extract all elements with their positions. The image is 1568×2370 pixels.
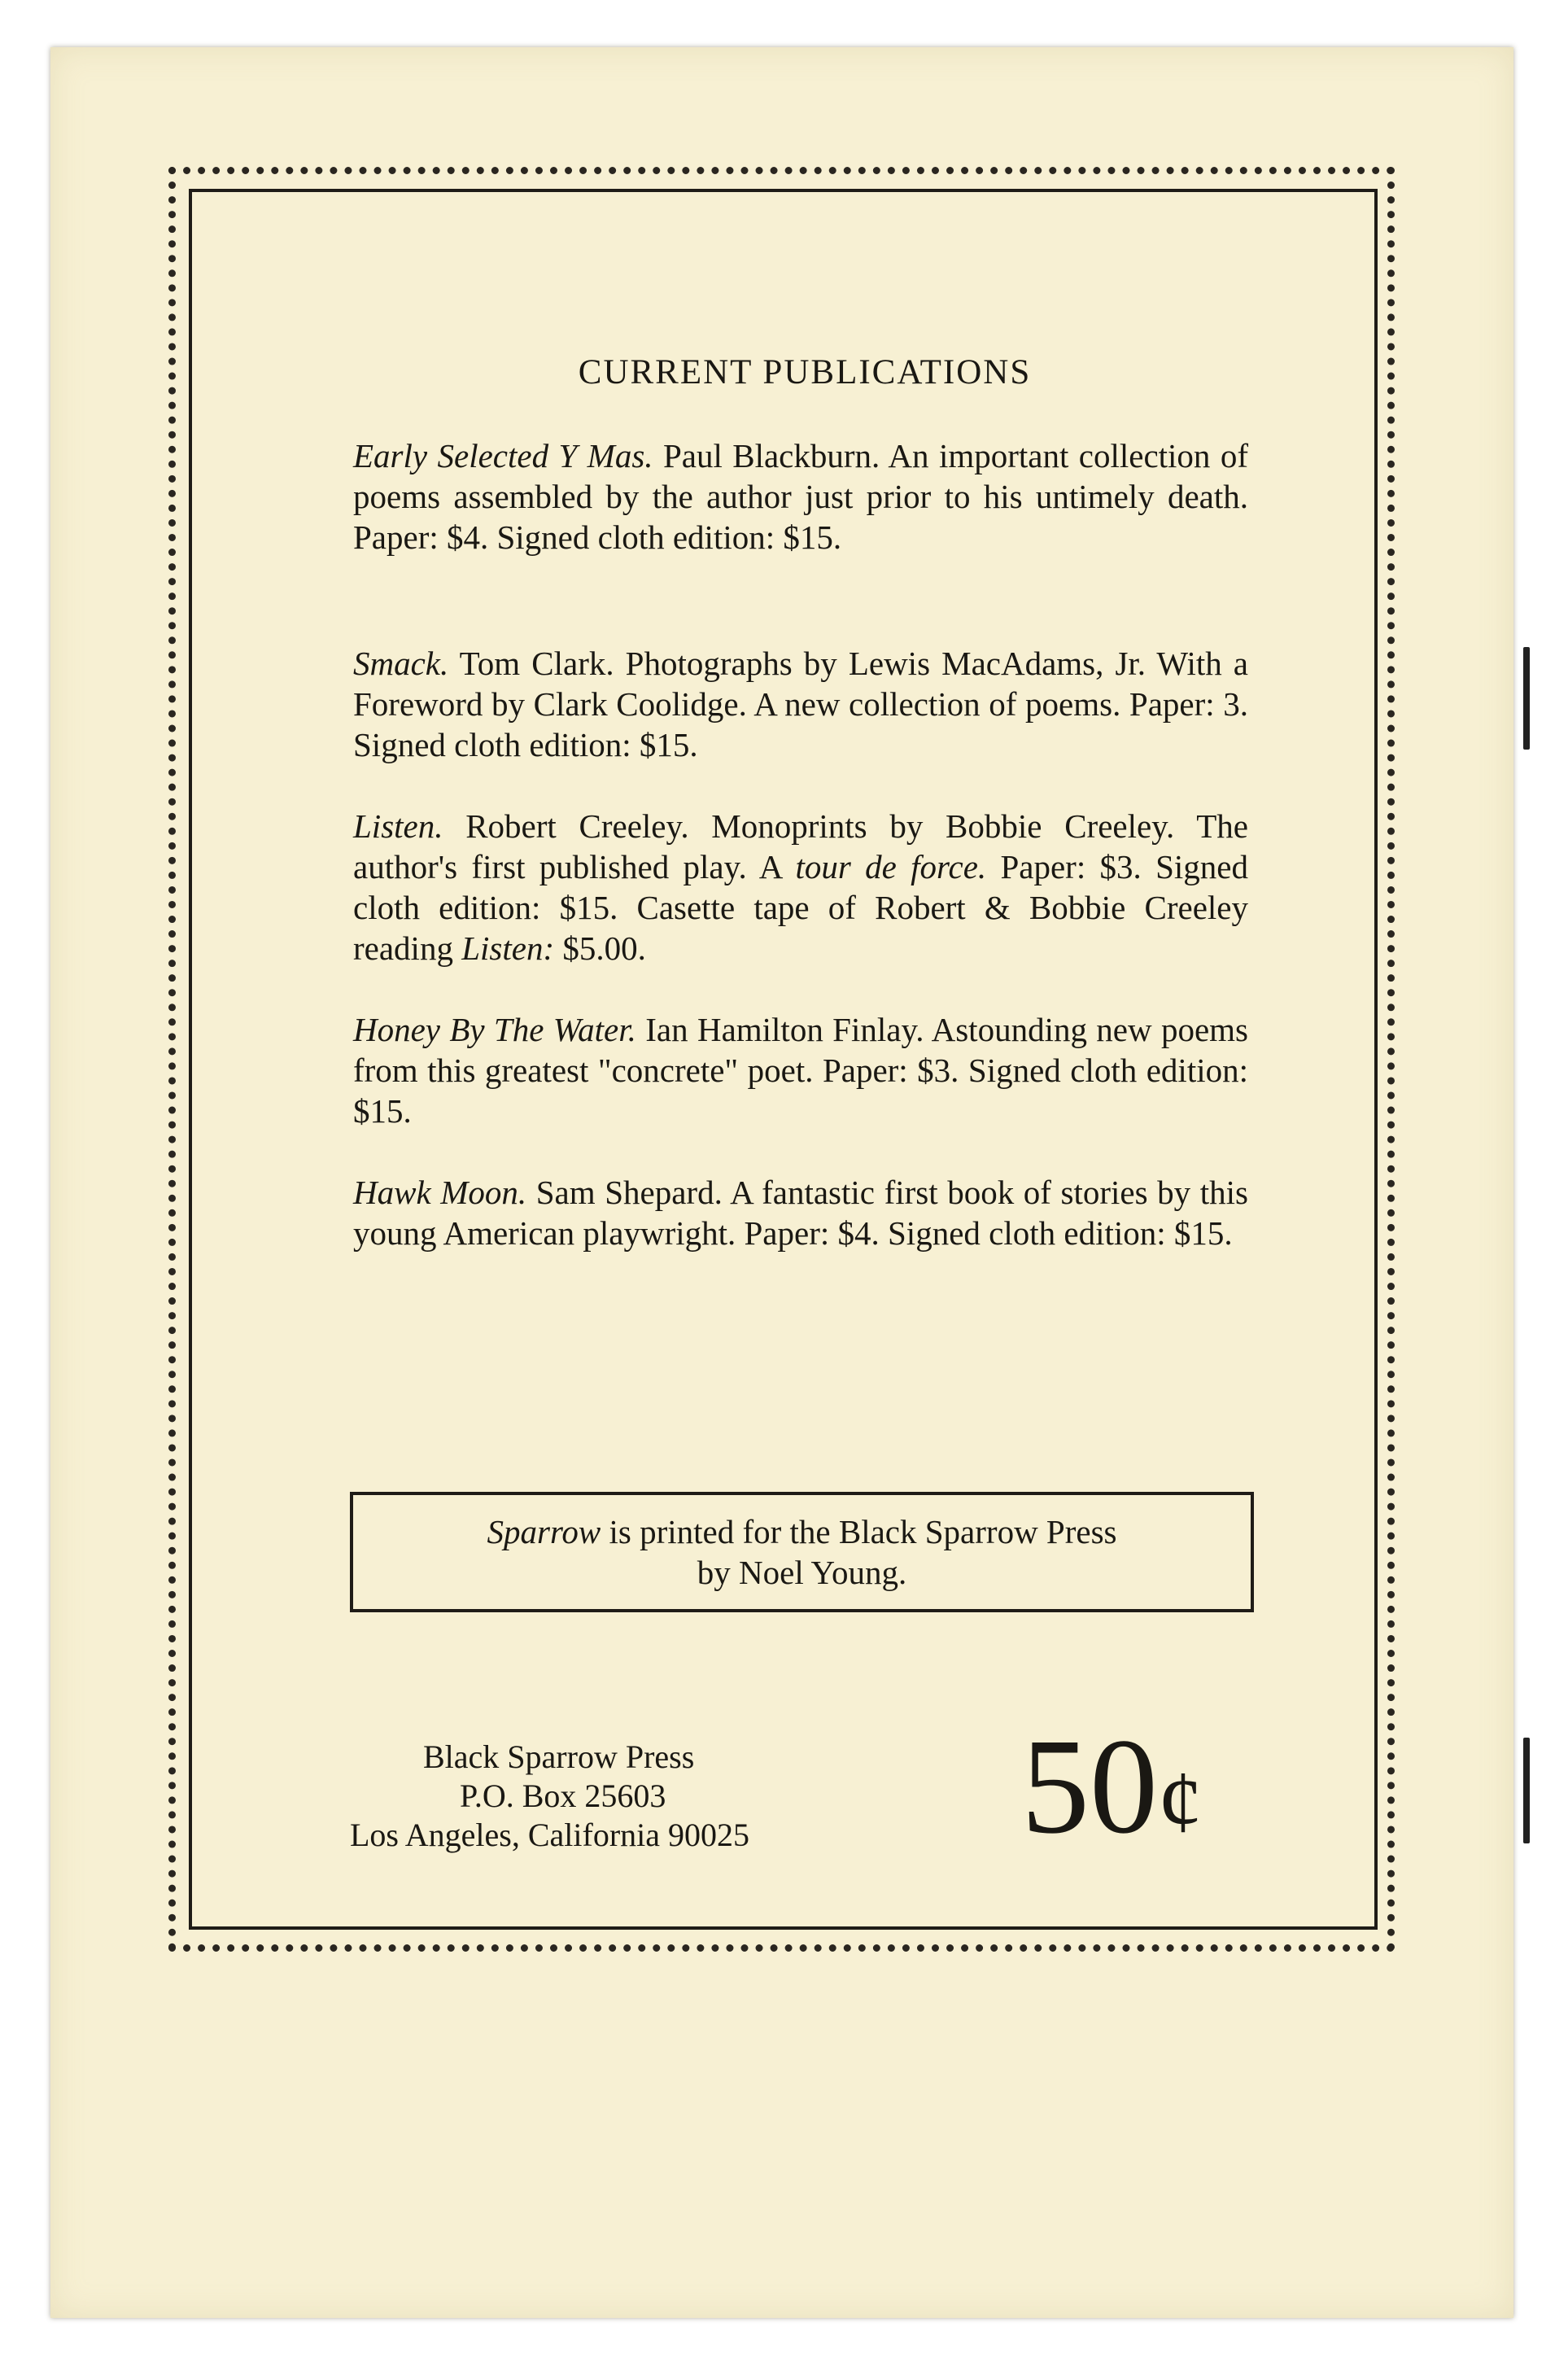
publication-description: Tom Clark. Photographs by Lewis MacAdams, Jr. With a Foreword by Clark Coolidge. A new collection of poems. Paper: 3. Signed cloth edition: $15. xyxy=(353,645,1248,763)
binding-tab-lower xyxy=(1523,1738,1530,1843)
address-line: P.O. Box 25603 xyxy=(460,1778,666,1814)
publication-entry xyxy=(353,1009,1248,1131)
printer-credit-line xyxy=(353,1511,1251,1552)
binding-tab-upper xyxy=(1523,647,1530,750)
publication-entry xyxy=(353,435,1248,558)
address-line: Los Angeles, California 90025 xyxy=(350,1817,750,1853)
price-label xyxy=(1021,1711,1282,1862)
publication-title: Early Selected Y Mas. xyxy=(353,437,653,474)
publication-description: Ian Hamilton Finlay. Astounding new poems from this greatest "concrete" poet. Paper: $3. Signed cloth edition: $15. xyxy=(353,1011,1249,1130)
publication-description: Sam Shepard. A fantastic first book of stories by this young American playwright. Paper: $4. Signed cloth edition: $15. xyxy=(353,1174,1248,1252)
publication-emphasis: Listen: xyxy=(461,929,555,967)
publication-emphasis: tour de force. xyxy=(795,848,987,885)
price-amount: 50 xyxy=(1021,1711,1158,1862)
publication-entry xyxy=(353,643,1248,765)
printer-credit-line: by Noel Young. xyxy=(697,1554,907,1591)
publication-description: Robert Creeley. Monoprints by Bobbie Creeley. The author's first published play. A xyxy=(353,807,1248,885)
publication-entry xyxy=(353,806,1248,969)
publication-title: Honey By The Water. xyxy=(353,1011,636,1048)
publication-description: $5.00. xyxy=(554,929,646,967)
magazine-name: Sparrow xyxy=(487,1513,601,1550)
credit-text: is printed for the Black Sparrow Press xyxy=(601,1513,1117,1550)
publication-description: Paul Blackburn. An important collection of poems assembled by the author just prior to his untimely death. Paper: $4. Signed cloth edition: $15. xyxy=(353,437,1248,556)
address-line: Black Sparrow Press xyxy=(423,1738,695,1775)
publication-description: Paper: $3. Signed cloth edition: $15. Casette tape of Robert & Bobbie Creeley reading xyxy=(353,848,1249,967)
publisher-address xyxy=(350,1738,838,1855)
publication-entry xyxy=(353,1172,1248,1253)
page-title: CURRENT PUBLICATIONS xyxy=(578,353,1032,391)
publication-title: Listen. xyxy=(353,807,443,845)
cent-sign: ¢ xyxy=(1158,1752,1203,1852)
publication-title: Smack. xyxy=(353,645,449,682)
publication-title: Hawk Moon. xyxy=(353,1174,527,1211)
printer-credit-box xyxy=(350,1492,1254,1612)
